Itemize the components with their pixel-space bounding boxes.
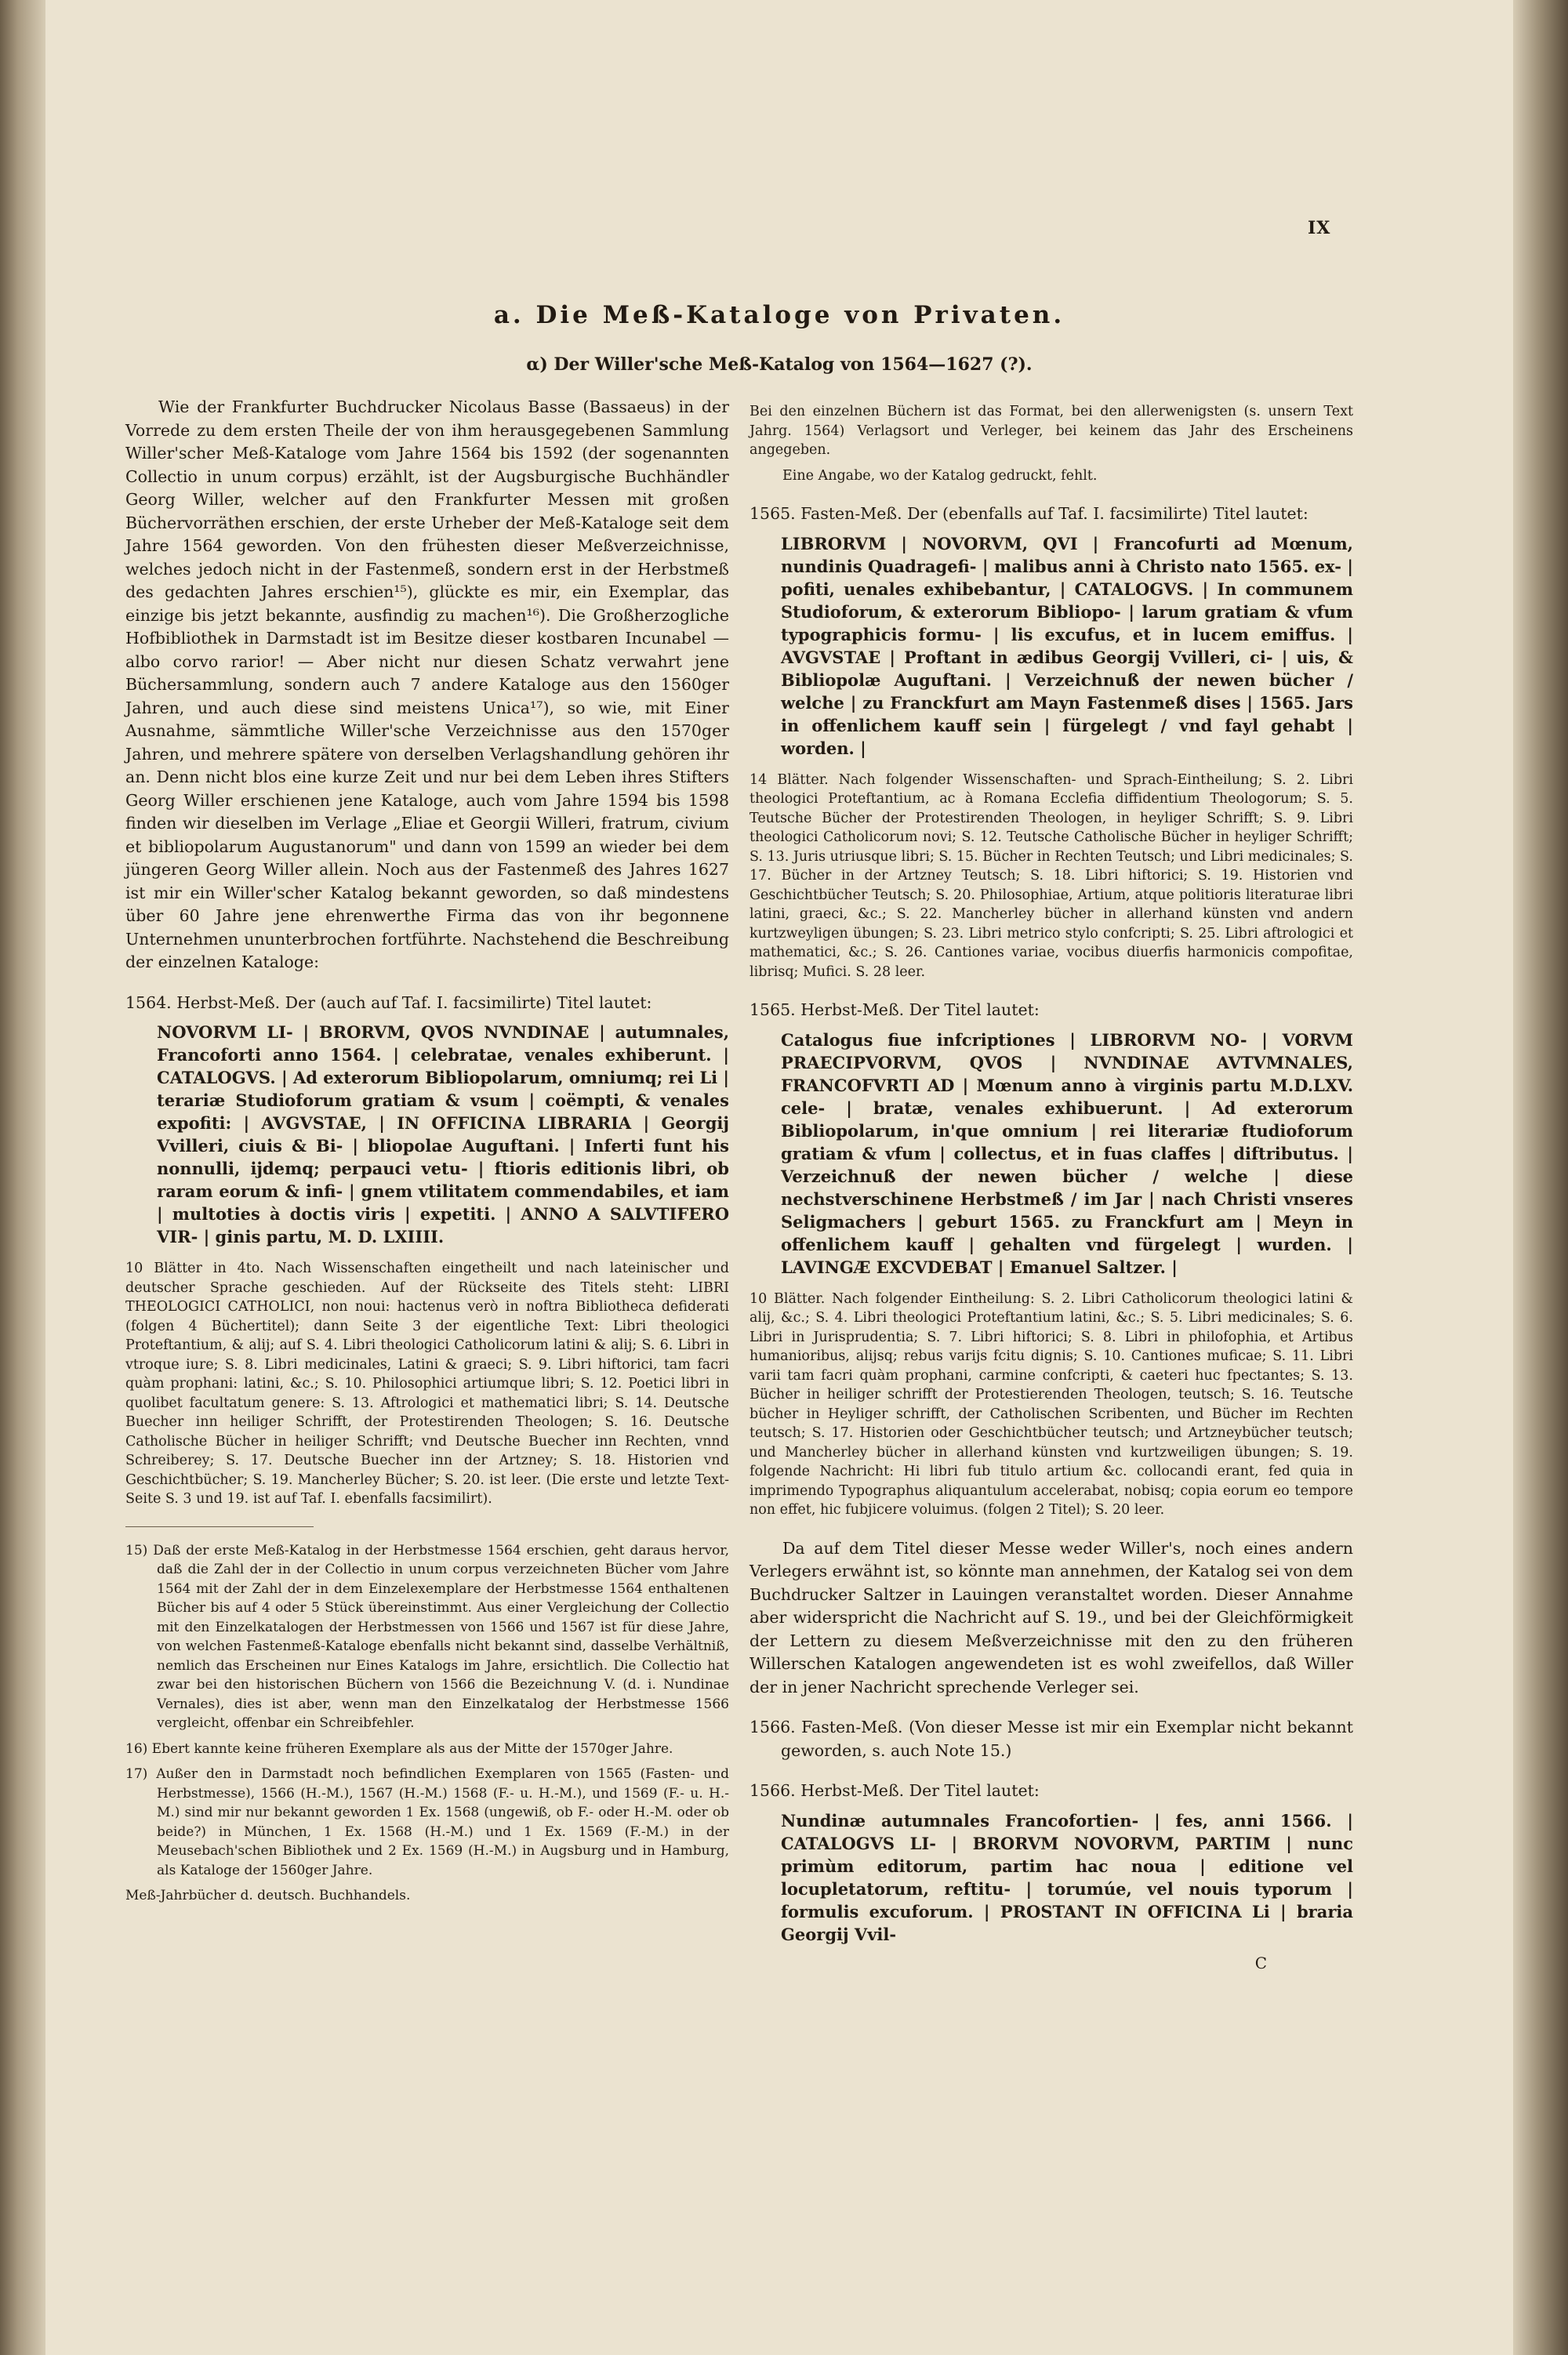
note-printplace: Eine Angabe, wo der Katalog gedruckt, fehlt. (782, 467, 1098, 484)
entry-1564-title-transcription: NOVORVM LI- | BRORVM, QVOS NVNDINAE | autumnales, Francoforti anno 1564. | celebratae, venales exhiberunt. | CATALOGVS. | Ad exterorum Bibliopolarum, omniumq; rei Li | terariæ Studioforum gratiam & vsum | coëmpti, & venales expofiti: | AVGVSTAE, | IN OFFICINA LIBRARIA | Georgij Vvilleri, ciuis & Bi- | bliopolae Auguftani. | Inferti funt his nonnulli, ijdemq; perpauci vetu- | ftioris editionis libri, ob raram eorum & infi- | gnem vtilitatem commendabiles, et iam | multoties à doctis viris | expetiti. | ANNO A SALVTIFERO VIR- | ginis partu, M. D. LXIIII. (157, 1022, 730, 1246)
entry-1565-fasten-title-transcription: LIBRORVM | NOVORVM, QVI | Francofurti ad Mœnum, nundinis Quadragefi- | malibus anni à Christo nato 1565. ex- | pofiti, uenales exhibebantur, | CATALOGVS. | In communem Studioforum, & exterorum Bibliopo- | larum gratiam & vfum typographicis formu- | lis excufus, et in lucem emiffus. | AVGVSTAE | Proftant in ædibus Georgij Vvilleri, ci- | uis, & Bibliopolæ Auguftani. | Verzeichnuß der newen bücher / welche | zu Franckfurt am Mayn Fastenmeß dises | 1565. Jars in offenlichem kauff sein | fürgelegt / vnd fayl gehabt | worden. | (781, 533, 1353, 758)
entry-1565-herbst-heading: 1565. Herbst-Meß. Der Titel lautet: (750, 1000, 1040, 1019)
section-title: a. Die Meß-Kataloge von Privaten. (493, 301, 1065, 329)
intro-paragraph: Wie der Frankfurter Buchdrucker Nicolaus Basse (Bassaeus) in der Vorrede zu dem ersten Theile der von ihm herausgegebenen Sammlung Willer'scher Meß-Kataloge vom Jahre 1564 bis 1592 (der sogenannten Collectio in unum corpus) erzählt, ist der Augsburgische Buchhändler Georg Willer, welcher auf den Frankfurter Messen mit großen Büchervorräthen erschien, der erste Urheber der Meß-Kataloge seit dem Jahre 1564 geworden. Von den frühesten dieser Meßverzeichnisse, welches jedoch nicht in der Fastenmeß, sondern erst in der Herbstmeß des gedachten Jahres erschien¹⁵), glückte es mir, ein Exemplar, das einzige bis jetzt bekannte, ausfindig zu machen¹⁶). Die Großherzogliche Hofbibliothek in Darmstadt ist im Besitze dieser kostbaren Incunabel — albo corvo rarior! — Aber nicht nur diesen Schatz verwahrt jene Büchersammlung, sondern auch 7 andere Kataloge aus den 1560ger Jahren, und auch diese sind meistens Unica¹⁷), so wie, mit Einer Ausnahme, sämmtliche Willer'sche Verzeichnisse aus den 1570ger Jahren, und mehrere spätere von derselben Verlagshandlung gehören ihr an. Denn nicht blos eine kurze Zeit und nur bei dem Leben ihres Stifters Georg Willer erschienen jene Kataloge, auch vom Jahre 1594 bis 1598 finden wir dieselben im Verlage „Eliae et Georgii Willeri, fratrum, civium et bibliopolarum Augustanorum" und dann von 1599 an wieder bei dem jüngeren Georg Willer allein. Noch aus der Fastenmeß des Jahres 1627 ist mir ein Willer'scher Katalog bekannt geworden, so daß mindestens über 60 Jahre jene ehrenwerthe Firma das von ihr begonnene Unternehmen ununterbrochen fortführte. Nachstehend die Beschreibung der einzelnen Kataloge: (125, 397, 729, 971)
note-format: Bei den einzelnen Büchern ist das Format, bei den allerwenigsten (s. unsern Text Jahrg. 1564) Verlagsort und Verleger, bei keinem das Jahr des Erscheinens angegeben. (750, 404, 1353, 458)
signature-mark: C (1254, 1953, 1267, 1972)
footer-mark: Meß-Jahrbücher d. deutsch. Buchhandels. (125, 1888, 411, 1903)
footnote-16: 16) Ebert kannte keine früheren Exemplare als aus der Mitte der 1570ger Jahre. (125, 1740, 673, 1757)
entry-1565-herbst-description: 10 Blätter. Nach folgender Eintheilung: S. 2. Libri Catholicorum theologici latini & alij, &c.; S. 4. Libri theologici Proteftantium latini, &c.; S. 5. Libri medicinales; S. 6. Libri in Jurisprudentia; S. 7. Libri hiftorici; S. 8. Libri in philofophia, et Artibus humanioribus, alijsq; rebus varijs fcitu dignis; S. 10. Cantiones muficae; S. 11. Libri varii tam facri quàm prophani, carmine confcripti, & caeteri huc fpectantes; S. 13. Bücher in heiliger schrifft der Protestierenden Theologen, teutsch; S. 16. Teutsche bücher in Heyliger schrifft, der Catholischen Scribenten, und Bücher im Rechten teutsch; S. 17. Historien oder Geschichtbücher teutsch; und Artzneybücher teutsch; und Mancherley bücher in allerhand künsten vnd kurtzweiligen übungen; S. 19. folgende Nachricht: Hi libri fub titulo artium &c. collocandi erant, fed quia in imprimendo Typographus aliquantulum accelerabat, nobisq; copia eorum eo tempore non effet, hic fubjicere voluimus. (folgen 2 Titel); S. 20 leer. (750, 1290, 1353, 1518)
scan-edge-right (1513, 0, 1568, 2355)
left-column (125, 396, 729, 1905)
footnote-15: 15) Daß der erste Meß-Katalog in der Herbstmesse 1564 erschien, geht daraus hervor, daß die Zahl der in der Collectio in unum corpus verzeichneten Bücher vom Jahre 1564 mit der Zahl der in dem Einzelexemplare der Herbstmesse 1564 enthaltenen Bücher bis auf 4 oder 5 Stück übereinstimmt. Aus einer Vergleichung der Collectio mit den Einzelkatalogen der Herbstmessen von 1566 und 1567 ist für diese Jahre, von welchen Fastenmeß-Kataloge ebenfalls nicht bekannt sind, dasselbe Verhältniß, nemlich das Erscheinen nur Eines Katalogs im Jahre, ersichtlich. Die Collectio hat zwar bei den historischen Büchern von 1566 die Bezeichnung V. (d. i. Nundinae Vernales), dies ist aber, wenn man den Einzelkatalog der Herbstmesse 1566 vergleicht, offenbar ein Schreibfehler. (125, 1542, 729, 1731)
saltzer-paragraph: Da auf dem Titel dieser Messe weder Willer's, noch eines andern Verlegers erwähnt ist, so könnte man annehmen, der Katalog sei von dem Buchdrucker Saltzer in Lauingen veranstaltet worden. Dieser Annahme aber widerspricht die Nachricht auf S. 19., und bei der Gleichförmigkeit der Lettern zu diesem Meßverzeichnisse mit den zu den früheren Willerschen Katalogen angewendeten ist es wohl zweifellos, daß Willer der in jener Nachricht sprechende Verleger sei. (750, 1538, 1353, 1696)
entry-1566-herbst-title-transcription: Nundinæ autumnales Francofortien- | fes, anni 1566. | CATALOGVS LI- | BRORVM NOVORVM, PARTIM | nunc primùm editorum, partim hac noua | editione vel locupletatorum, reftitu- | torumúe, vel nouis typorum | formulis excuforum. | PROSTANT IN OFFICINA Li | braria Georgij Vvil- (781, 1810, 1353, 1944)
entry-1564-description: 10 Blätter in 4to. Nach Wissenschaften eingetheilt und nach lateinischer und deutscher Sprache geschieden. Auf der Rückseite des Titels steht: LIBRI THEOLOGICI CATHOLICI, non noui: hactenus verò in noftra Bibliotheca defiderati (folgen 4 Büchertitel); dann Seite 3 der eigentliche Text: Libri theologici Proteftantium, & alij; auf S. 4. Libri theologici Catholicorum latini & alij; S. 6. Libri in vtroque iure; S. 8. Libri medicinales, Latini & graeci; S. 9. Libri hiftorici, tam facri quàm prophani: latini, &c.; S. 10. Philosophici artiumque libri; S. 12. Poetici libri in quolibet facultatum genere: S. 13. Aftrologici et mathematici libri; S. 14. Deutsche Buecher inn heiliger Schrifft, der Protestirenden Theologen; S. 16. Deutsche Catholische Bücher in heiliger Schrifft; vnd Deutsche Buecher inn Rechten, vnnd Schreiberey; S. 17. Deutsche Buecher inn der Artzney; S. 18. Historien vnd Geschichtbücher; S. 19. Mancherley Bücher; S. 20. ist leer. (Die erste und letzte Text-Seite S. 3 und 19. ist auf Taf. I. ebenfalls facsimilirt). (125, 1261, 729, 1507)
entry-1565-fasten-heading: 1565. Fasten-Meß. Der (ebenfalls auf Taf. I. facsimilirte) Titel lautet: (750, 504, 1308, 523)
entry-1565-herbst-title-transcription: Catalogus fiue infcriptiones | LIBRORVM NO- | VORVM PRAECIPVORVM, QVOS | NVNDINAE AVTVMNALES, FRANCOFVRTI AD | Mœnum anno à virginis partu M.D.LXV. cele- | bratæ, venales exhibuerunt. | Ad exterorum Bibliopolarum, in'que omnium | rei literariæ ftudioforum gratiam & vfum | collectus, et in fuas claffes | diftributus. | Verzeichnuß der newen bücher / welche | diese nechstverschinene Herbstmeß / im Jar | nach Christi vnseres Seligmachers | geburt 1565. zu Franckfurt am | Meyn in offenlichem kauff | gehalten vnd fürgelegt | wurden. | LAVINGÆ EXCVDEBAT | Emanuel Saltzer. | (781, 1029, 1353, 1277)
scan-edge-left (0, 0, 45, 2355)
entry-1566-herbst-heading: 1566. Herbst-Meß. Der Titel lautet: (750, 1781, 1040, 1800)
right-column (750, 396, 1353, 1975)
footnote-divider (125, 1526, 314, 1527)
page-number: IX (1308, 218, 1331, 238)
sub-title: α) Der Willer'sche Meß-Katalog von 1564—1627 (?). (526, 354, 1033, 375)
entry-1565-fasten-description: 14 Blätter. Nach folgender Wissenschaften- und Sprach-Eintheilung; S. 2. Libri theologici Proteftantium, ac à Romana Ecclefia diffidentium Theologorum; S. 5. Teutsche Bücher der Protestirenden Theologen, in heyliger Schrifft; S. 9. Libri theologici Catholicorum novi; S. 12. Teutsche Catholische Bücher in heyliger Schrifft; S. 13. Juris utriusque libri; S. 15. Bücher in Rechten Teutsch; und Libri medicinales; S. 17. Bücher in der Artzney Teutsch; S. 18. Libri hiftorici; S. 19. Historien vnd Geschichtbücher Teutsch; S. 20. Philosophiae, Artium, atque politioris literaturae libri latini, graeci, &c.; S. 22. Mancherley bücher in allerhand künsten vnd andern kurtzweyligen übungen; S. 23. Libri metrico stylo confcripti; S. 25. Libri aftrologici et mathematici, &c.; S. 26. Cantiones variae, vocibus diuerfis harmonicis compofitae, librisq; Mufici. S. 28 leer. (750, 771, 1353, 980)
entry-1566-fasten-heading: 1566. Fasten-Meß. (Von dieser Messe ist mir ein Exemplar nicht bekannt geworden, s. auch Note 15.) (750, 1718, 1353, 1760)
footnote-17: 17) Außer den in Darmstadt noch befindlichen Exemplaren von 1565 (Fasten- und Herbstmesse), 1566 (H.-M.), 1567 (H.-M.) 1568 (F.- u. H.-M.), und 1569 (F.- u. H.-M.) sind mir nur bekannt geworden 1 Ex. 1568 (ungewiß, ob F.- oder H.-M. oder ob beide?) in München, 1 Ex. 1568 (H.-M.) und 1 Ex. 1569 (F.-M.) in der Meusebach'schen Bibliothek und 2 Ex. 1569 (H.-M.) in Augsburg und in Hamburg, als Kataloge der 1560ger Jahre. (125, 1766, 729, 1878)
book-page (45, 0, 1513, 2355)
entry-1564-heading: 1564. Herbst-Meß. Der (auch auf Taf. I. facsimilirte) Titel lautet: (125, 992, 652, 1012)
